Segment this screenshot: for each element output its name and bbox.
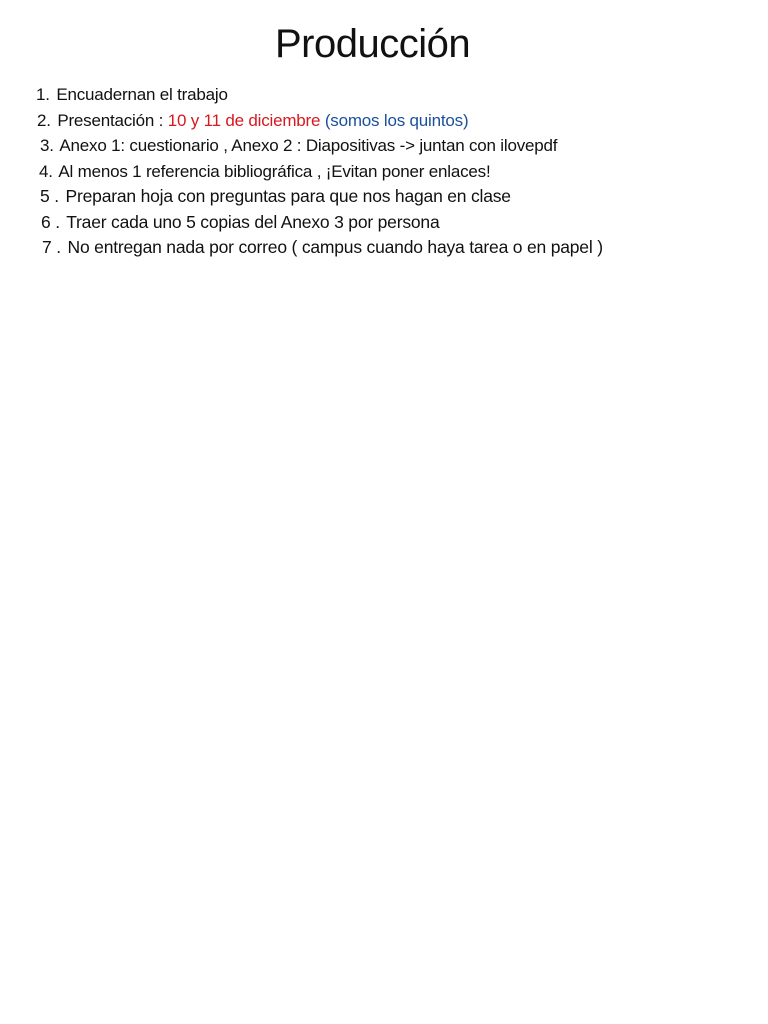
item-text: Preparan hoja con preguntas para que nos hagan en clase: [65, 186, 511, 206]
item-number: 5 .: [40, 186, 59, 206]
item-text: No entregan nada por correo ( campus cuando haya tarea o en papel ): [67, 237, 603, 257]
list-item: [36, 184, 736, 210]
item-text: Traer cada uno 5 copias del Anexo 3 por persona: [66, 211, 440, 232]
list-item: [36, 133, 736, 159]
list-item: [36, 159, 736, 185]
item-text: Al menos 1 referencia bibliográfica , ¡Evitan poner enlaces!: [58, 161, 491, 181]
list-item: [36, 210, 736, 236]
page-title: Producción: [275, 22, 471, 66]
list-item: [36, 235, 736, 261]
item-number: 3.: [40, 136, 54, 155]
presentation-dates: 10 y 11 de diciembre: [167, 110, 321, 130]
item-number: 4.: [39, 161, 53, 181]
item-text: Presentación :: [57, 110, 168, 130]
item-number: 1.: [36, 85, 50, 104]
task-list: [36, 82, 736, 261]
item-text: Encuadernan el trabajo: [56, 85, 228, 104]
list-item: [36, 82, 736, 108]
item-number: 2.: [37, 110, 51, 130]
list-item: [36, 108, 736, 134]
presentation-note: (somos los quintos): [324, 110, 469, 130]
item-number: 6 .: [41, 211, 60, 232]
item-number: 7 .: [42, 237, 61, 257]
item-text: Anexo 1: cuestionario , Anexo 2 : Diapositivas -> juntan con ilovepdf: [59, 136, 558, 155]
